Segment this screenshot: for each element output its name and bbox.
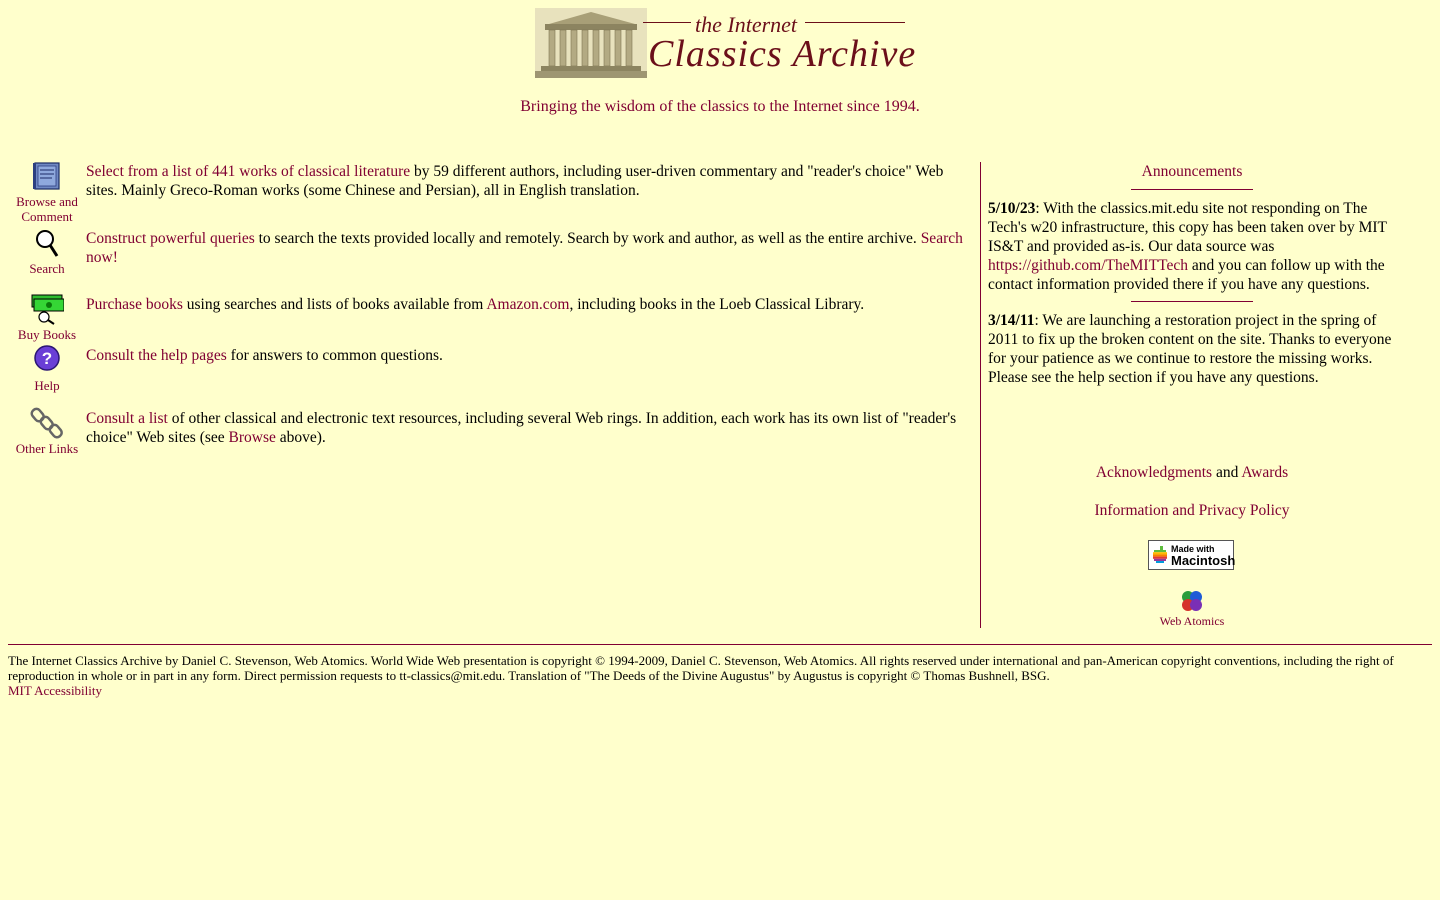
logo-rule-right [805, 22, 905, 23]
chain-link-icon[interactable] [30, 407, 64, 439]
search-text: to search the texts provided locally and remotely. Search by work and author, as well as the entire archive. [254, 230, 921, 247]
buy-books-link-cell[interactable] [8, 293, 86, 342]
mac-badge-line1: Made with [1171, 544, 1215, 554]
mit-accessibility-link[interactable]: MIT Accessibility [8, 683, 103, 698]
web-atomics-link[interactable] [1140, 588, 1244, 629]
site-logo[interactable] [535, 8, 917, 80]
search-description [86, 229, 973, 267]
tagline: Bringing the wisdom of the classics to the Internet since 1994. [520, 98, 920, 115]
logo-rule-left [643, 22, 691, 23]
help-text: for answers to common questions. [226, 347, 443, 364]
help-pages-link[interactable]: Consult the help pages [86, 347, 227, 364]
browse-text: by 59 different authors, including user-driven commentary and "reader's choice" Web sites. Mainly Greco-Roman works (some Chinese and Persian), all in English translation. [86, 163, 944, 199]
announcements-title[interactable]: Announcements [1141, 163, 1243, 180]
other-links-description [86, 409, 973, 447]
and-text: and [1212, 464, 1242, 481]
buy-books-text-2: , including books in the Loeb Classical Library. [569, 296, 865, 313]
buy-books-description [86, 295, 973, 314]
search-label[interactable]: Search [29, 261, 65, 276]
apple-logo-icon [1152, 546, 1168, 564]
browse-link-cell[interactable] [8, 160, 86, 224]
made-with-macintosh-badge[interactable] [1148, 540, 1234, 570]
logo-title: Classics Archive [648, 33, 917, 75]
book-icon[interactable] [30, 160, 64, 192]
announcement-1 [988, 199, 1396, 294]
announcements-panel [988, 160, 1396, 387]
awards-link[interactable]: Awards [1241, 464, 1289, 481]
header [0, 0, 1440, 130]
footer-rule [8, 644, 1432, 645]
help-icon[interactable] [30, 344, 64, 376]
announcement-2-date: 3/14/11 [988, 312, 1035, 329]
magnifier-icon[interactable] [30, 227, 64, 259]
buy-books-label[interactable]: Buy Books [17, 327, 77, 342]
copyright-text: The Internet Classics Archive by Daniel C. Stevenson, Web Atomics. World Wide Web presentation is copyright © 1994-2009, Daniel C. Stevenson, Web Atomics. All rights reserved under international and pan-American copyright conventions, including the right of reproduction in whole or in part in any form. Direct permission requests to tt-classics@mit.edu. Translation of "The Deeds of the Divine Augustus" by Augustus is copyright © Thomas Bushnell, BSG. [8, 653, 1394, 683]
browse-label[interactable]: Browse and Comment [16, 194, 78, 224]
browse-inline-link[interactable]: Browse [228, 429, 276, 446]
web-atomics-label[interactable]: Web Atomics [1159, 614, 1225, 628]
buy-books-text: using searches and lists of books available from [182, 296, 487, 313]
logo-subtitle: the Internet [695, 12, 798, 37]
help-description [86, 346, 973, 365]
other-links-text: of other classical and electronic text resources, including several Web rings. In addition, each work has its own list of "reader's choice" Web sites (see [86, 410, 957, 446]
search-link-cell[interactable] [8, 227, 86, 276]
money-icon[interactable] [30, 293, 64, 325]
browse-works-link[interactable]: Select from a list of 441 works of classical literature [86, 163, 411, 180]
github-link[interactable]: https://github.com/TheMITTech [988, 257, 1188, 274]
ack-awards-line [988, 464, 1396, 482]
amazon-link[interactable]: Amazon.com [486, 296, 570, 313]
announcement-1-text-2: and you can follow up with the contact information provided there if you have any questions. [988, 257, 1385, 293]
acknowledgments-link[interactable]: Acknowledgments [1095, 464, 1213, 481]
announcement-1-text: : With the classics.mit.edu site not responding on The Tech's w20 infrastructure, this copy has been taken over by MIT IS&T and provided as-is. Our data source was [988, 200, 1387, 255]
footer [8, 653, 1432, 698]
web-atomics-logo-icon [1179, 588, 1205, 614]
help-link-cell[interactable] [8, 344, 86, 393]
other-links-link-cell[interactable] [8, 407, 86, 456]
svg-text:?: ? [41, 349, 53, 368]
announcement-separator [1131, 301, 1253, 302]
announcement-1-date: 5/10/23 [988, 200, 1036, 217]
announcements-rule [1131, 189, 1253, 190]
announcement-2-text: : We are launching a restoration project in the spring of 2011 to fix up the broken content on the site. Thanks to everyone for your patience as we continue to restore the missing works. Please see the help section if you have any questions. [988, 312, 1392, 386]
other-links-text-2: above). [275, 429, 326, 446]
announcement-2 [988, 311, 1396, 387]
browse-description [86, 162, 973, 200]
search-now-link[interactable]: Search now! [86, 230, 963, 266]
help-label[interactable]: Help [34, 378, 60, 393]
column-divider [980, 162, 981, 628]
info-privacy-link[interactable]: Information and Privacy Policy [1094, 502, 1290, 519]
purchase-books-link[interactable]: Purchase books [86, 296, 183, 313]
privacy-line [988, 502, 1396, 520]
construct-queries-link[interactable]: Construct powerful queries [86, 230, 255, 247]
parthenon-icon [535, 8, 647, 78]
consult-list-link[interactable]: Consult a list [86, 410, 168, 427]
other-links-label[interactable]: Other Links [15, 441, 79, 456]
mac-badge-line2: Macintosh [1171, 553, 1236, 568]
